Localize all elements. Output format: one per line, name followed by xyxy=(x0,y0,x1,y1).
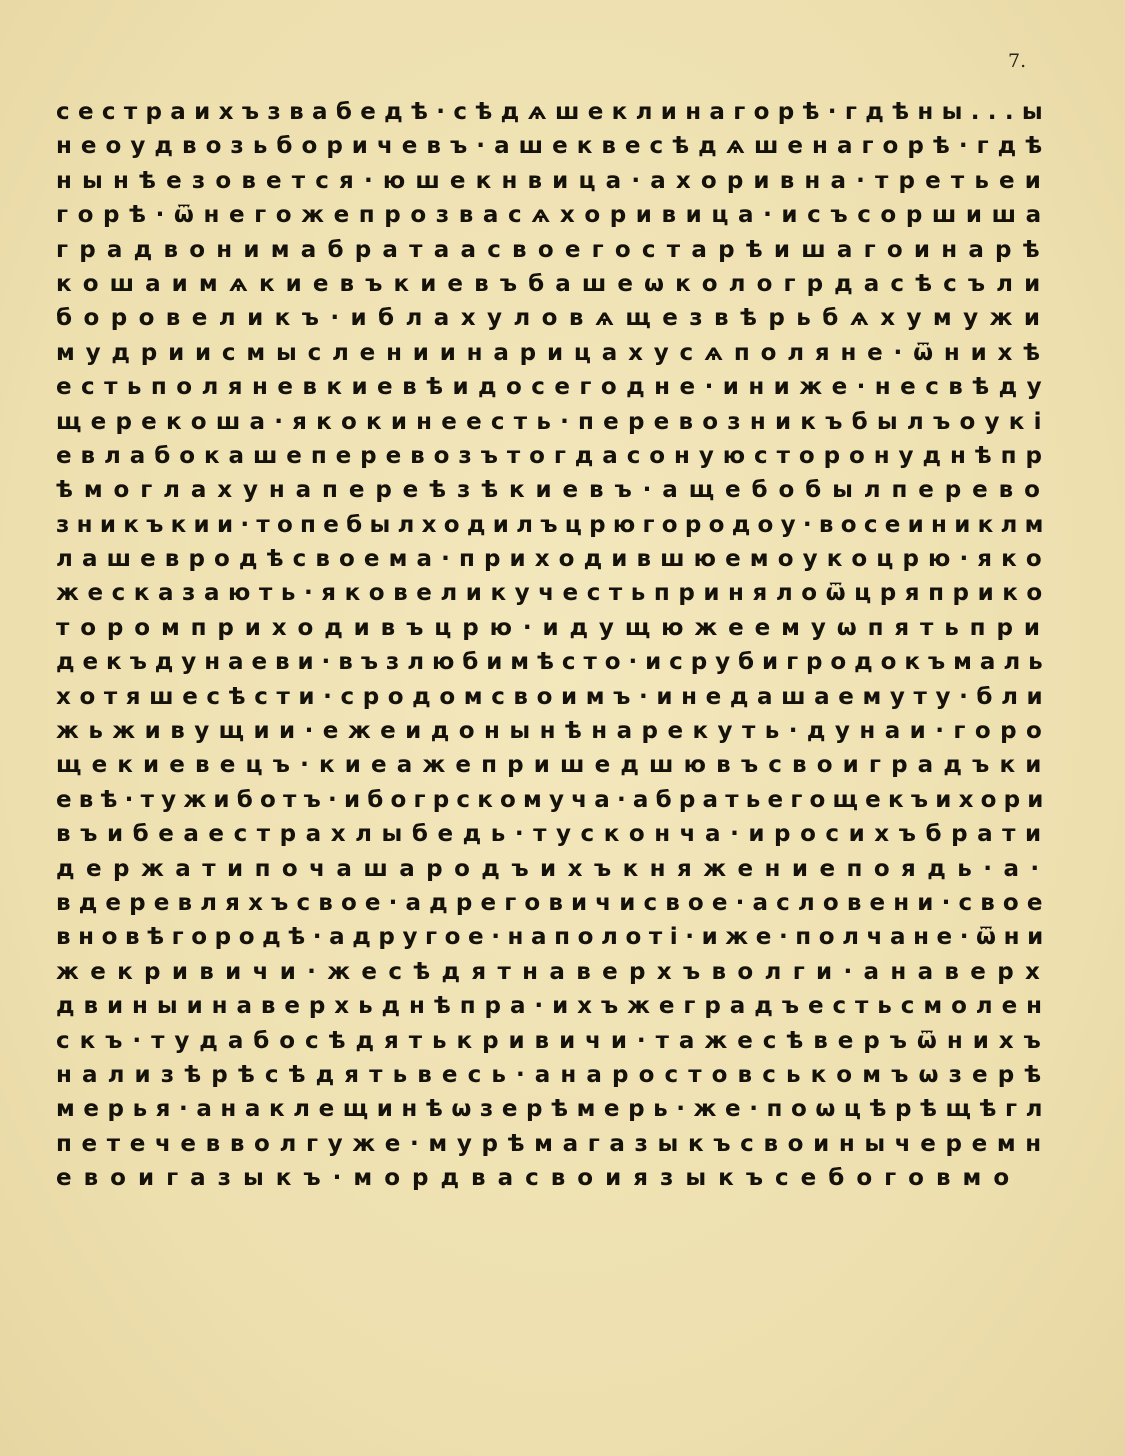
manuscript-line: евѣ·тужиботъ·ибогрскомуча·абратьегощекъихори xyxy=(56,786,1051,813)
manuscript-line: евлабокашеперевозътогдасонуюсторонуднѣпр xyxy=(56,442,1051,469)
manuscript-line: неоудвозьборичевъ·ашеквесѣдѧшенагорѣ·гдѣ xyxy=(56,133,1051,160)
manuscript-line: вдеревляхъсвое·адреговичисвое·асловени·свое xyxy=(56,889,1051,916)
manuscript-line: жьживущии·ежеидонынѣнарекуть·дунаи·горо xyxy=(56,718,1051,745)
manuscript-line: щекиевецъ·киеажепришедшювъсвоиградъки xyxy=(56,752,1051,779)
manuscript-text-block xyxy=(56,95,1051,1196)
manuscript-line: жесказають·яковеликучестьпринялоѿцряприко xyxy=(56,580,1051,607)
manuscript-line: жекривичи·жесѣдятнаверхъволги·анаверх xyxy=(56,958,1051,985)
manuscript-line: петечевволгуже·мурѣмагазыкъсвоинычеремн xyxy=(56,1130,1051,1157)
manuscript-line: ѣмоглахунапереѣзѣкиевъ·ащебобылперево xyxy=(56,477,1051,504)
manuscript-line: евоигазыкъ·мордвасвоиязыкъсебоговмо xyxy=(56,1165,1022,1192)
manuscript-line: двиныинаверхьднѣпра·ихъжеградъестьсмолен xyxy=(56,993,1051,1020)
manuscript-line: кошаимѧкиевъкиевъбашеѡкологрдасѣсъли xyxy=(56,270,1051,297)
manuscript-line: декъдунаеви·възлюбимѣсто·исрубигродокъмаль xyxy=(56,649,1051,676)
manuscript-line: горѣ·ѿнегожепрозвасѧхоривица·исъсоршиша xyxy=(56,202,1051,229)
folio-number: 7. xyxy=(1008,50,1027,72)
manuscript-line: скъ·тудабосѣдятькривичи·тажесѣверъѿнихъ xyxy=(56,1027,1051,1054)
manuscript-line: боровеликъ·иблахуловѧщезвѣрьбѧхумужи xyxy=(56,305,1051,332)
manuscript-line: вновѣгородѣ·адругое·наполоті·иже·полчане·ѿни xyxy=(56,924,1051,951)
manuscript-line: щерекоша·якокинеесть·перевозникъбылъоукі xyxy=(56,408,1051,435)
manuscript-line: нализѣрѣсѣдятьвесь·анаростовськомъѡзерѣ xyxy=(56,1061,1051,1088)
manuscript-line: хотяшесѣсти·сродомсвоимъ·инедашаемуту·бли xyxy=(56,683,1051,710)
manuscript-line: зникъкии·топебылходилъцрюгородоу·восеиниклм xyxy=(56,511,1051,538)
manuscript-line: естьполяневкиевѣидосегодне·иниже·несвѣду xyxy=(56,374,1051,401)
manuscript-line: торомприходивъцрю·идущюжеемуѡпятьпри xyxy=(56,614,1051,641)
manuscript-line: мудриисмыслениинарицахусѧполяне·ѿнихѣ xyxy=(56,339,1051,366)
manuscript-line: держатипочашародъихъкняжениепоядь·а· xyxy=(56,855,1051,882)
manuscript-line: нынѣезовется·юшекнвица·ахоривна·третьеи xyxy=(56,167,1051,194)
manuscript-line: градвонимабратаасвоегостарѣишагоинарѣ xyxy=(56,236,1051,263)
manuscript-line: въибеаестрахлыбедь·тусконча·иросихъбрати xyxy=(56,821,1051,848)
manuscript-line: лашевродѣсвоема·приходившюемоукоцрю·яко xyxy=(56,546,1051,573)
manuscript-line: мерья·анаклещинѣѡзерѣмерь·же·поѡцѣрѣщѣгл xyxy=(56,1096,1051,1123)
manuscript-line: сестраихъзвабедѣ·сѣдѧшеклинагорѣ·гдѣны...ы xyxy=(56,99,1051,125)
